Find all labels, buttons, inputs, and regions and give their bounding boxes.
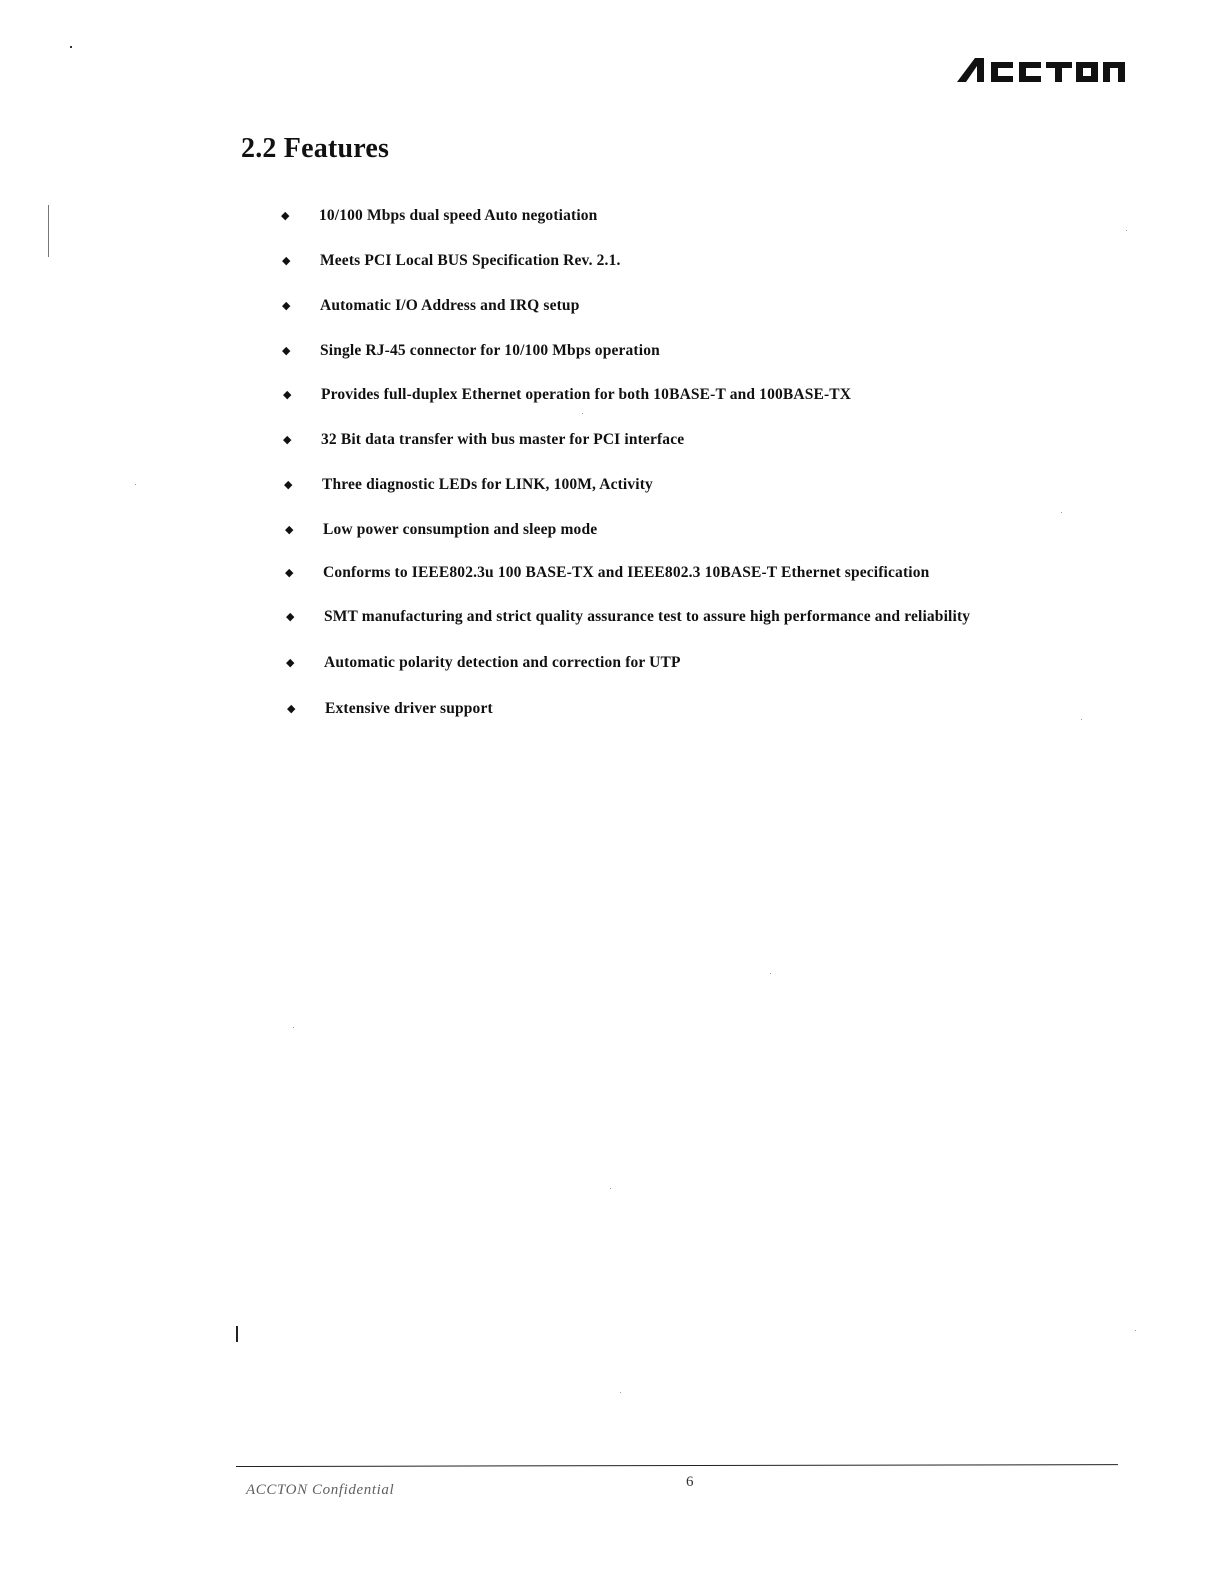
feature-text: Single RJ-45 connector for 10/100 Mbps operation xyxy=(320,342,660,359)
scan-speck xyxy=(1081,719,1082,720)
footer-rule xyxy=(236,1464,1118,1467)
scan-dot xyxy=(70,46,72,48)
scan-speck xyxy=(293,1027,294,1028)
footer-confidential: ACCTON Confidential xyxy=(246,1482,395,1498)
scan-speck xyxy=(620,1392,621,1393)
feature-text: Provides full-duplex Ethernet operation for both 10BASE-T and 100BASE-TX xyxy=(321,386,852,403)
scan-speck xyxy=(1061,512,1062,513)
section-title: 2.2 Features xyxy=(241,133,390,164)
bullet-icon: ◆ xyxy=(286,657,295,669)
bullet-icon: ◆ xyxy=(284,479,293,491)
bullet-icon: ◆ xyxy=(287,703,296,715)
bullet-icon: ◆ xyxy=(286,611,295,623)
scan-margin-mark xyxy=(48,205,49,257)
scan-speck xyxy=(582,413,583,414)
feature-text: Automatic polarity detection and correction for UTP xyxy=(324,654,681,671)
page-number: 6 xyxy=(686,1474,694,1490)
bullet-icon: ◆ xyxy=(282,345,291,357)
bullet-icon: ◆ xyxy=(281,210,290,222)
feature-text: 32 Bit data transfer with bus master for PCI interface xyxy=(321,431,685,448)
scan-speck xyxy=(1135,1330,1136,1331)
scan-speck xyxy=(1126,230,1127,231)
bullet-icon: ◆ xyxy=(285,567,294,579)
bullet-icon: ◆ xyxy=(285,524,294,536)
accton-logo-mark xyxy=(953,44,1133,96)
feature-text: Low power consumption and sleep mode xyxy=(323,521,598,538)
scan-speck xyxy=(610,1188,611,1189)
feature-text: Automatic I/O Address and IRQ setup xyxy=(320,297,580,314)
accton-logo xyxy=(953,44,1133,96)
scan-speck xyxy=(770,973,771,974)
feature-text: Conforms to IEEE802.3u 100 BASE-TX and IEEE802.3 10BASE-T Ethernet specification xyxy=(323,564,930,581)
scan-speck xyxy=(135,484,136,485)
feature-text: SMT manufacturing and strict quality assurance test to assure high performance and reliability xyxy=(324,608,971,625)
bullet-icon: ◆ xyxy=(282,300,291,312)
bullet-icon: ◆ xyxy=(283,434,292,446)
bullet-icon: ◆ xyxy=(282,255,291,267)
feature-text: 10/100 Mbps dual speed Auto negotiation xyxy=(319,207,598,224)
feature-text: Three diagnostic LEDs for LINK, 100M, Activity xyxy=(322,476,653,493)
feature-text: Meets PCI Local BUS Specification Rev. 2.1. xyxy=(320,252,621,269)
bullet-icon: ◆ xyxy=(283,389,292,401)
feature-text: Extensive driver support xyxy=(325,700,493,717)
scan-tick-mark xyxy=(236,1326,238,1342)
